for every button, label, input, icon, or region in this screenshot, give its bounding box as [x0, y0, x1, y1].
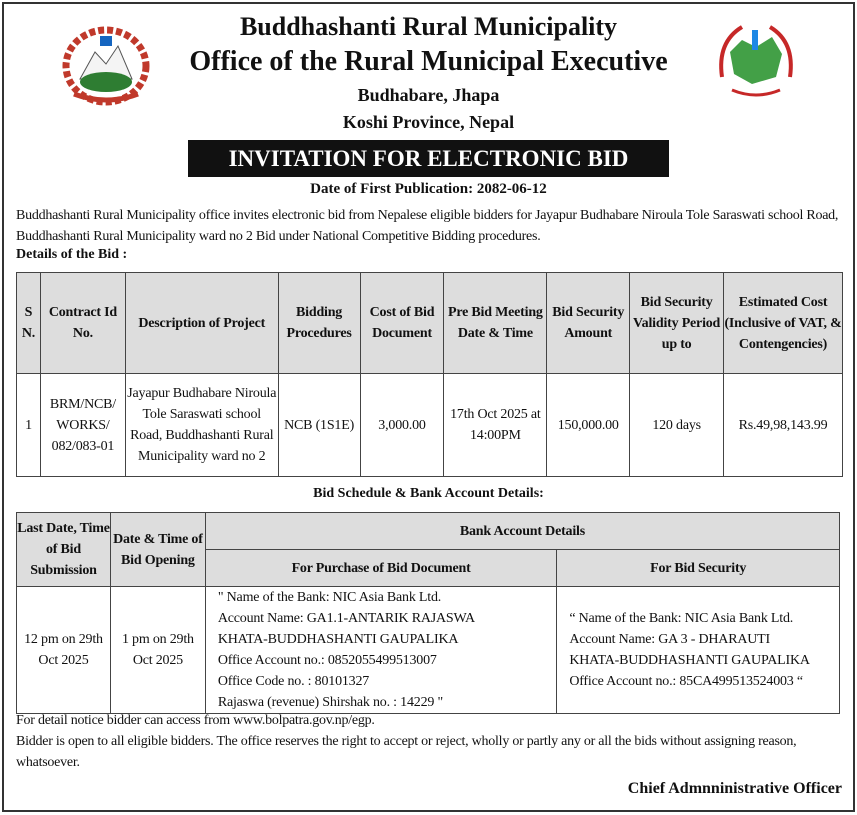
schedule-caption: Bid Schedule & Bank Account Details: [313, 486, 544, 501]
bank-line: Office Account no.: 85CA499513524003 “ [569, 674, 803, 689]
cell-estimated-cost: Rs.49,98,143.99 [724, 374, 843, 477]
bank-line: Account Name: GA1.1-ANTARIK RAJASWA [217, 611, 475, 626]
cell-validity: 120 days [630, 374, 724, 477]
header-opening: Date & Time of Bid Opening [110, 513, 205, 587]
header-purchase: For Purchase of Bid Document [205, 550, 556, 587]
cell-opening: 1 pm on 29th Oct 2025 [110, 587, 205, 714]
header-validity: Bid Security Validity Period up to [630, 273, 724, 374]
publication-date: Date of First Publication: 2082-06-12 [310, 181, 547, 197]
bid-details-table [16, 272, 843, 477]
bank-line: Account Name: GA 3 - DHARAUTI [569, 632, 770, 647]
province: Koshi Province, Nepal [342, 112, 515, 132]
header-contract-id: Contract Id No. [40, 273, 125, 374]
cell-security-amount: 150,000.00 [547, 374, 630, 477]
header-bank-details: Bank Account Details [205, 513, 839, 550]
cell-last-date: 12 pm on 29th Oct 2025 [17, 587, 111, 714]
header-security: For Bid Security [557, 550, 840, 587]
detail-notice-text: For detail notice bidder can access from www.bolpatra.gov.np/egp. [16, 713, 375, 728]
notice-title-banner: INVITATION FOR ELECTRONIC BID [188, 140, 669, 177]
header-last-date: Last Date, Time of Bid Submission [17, 513, 111, 587]
header-cost: Cost of Bid Document [360, 273, 444, 374]
bank-line: “ Name of the Bank: NIC Asia Bank Ltd. [569, 611, 794, 626]
header-security-amount: Bid Security Amount [547, 273, 630, 374]
bank-line: KHATA-BUDDHASHANTI GAUPALIKA [217, 632, 459, 647]
header-description: Description of Project [125, 273, 278, 374]
eligibility-text: Bidder is open to all eligible bidders. The office reserves the right to accept or reject, wholly or partly any or all the bids without assigning reason, whatsoever. [16, 734, 797, 770]
office-name: Office of the Rural Municipal Executive [189, 46, 668, 77]
cell-contract-id: BRM/NCB/ WORKS/ 082/083-01 [40, 374, 125, 477]
header-estimated-cost: Estimated Cost (Inclusive of VAT, & Contengencies) [724, 273, 843, 374]
cell-procedure: NCB (1S1E) [278, 374, 360, 477]
bank-line: Office Code no. : 80101327 [217, 674, 370, 689]
header-procedure: Bidding Procedures [278, 273, 360, 374]
bank-line: " Name of the Bank: NIC Asia Bank Ltd. [217, 590, 442, 605]
municipality-name: Buddhashanti Rural Municipality [239, 12, 618, 41]
cell-prebid: 17th Oct 2025 at 14:00PM [444, 374, 547, 477]
table-row [17, 587, 840, 714]
table-header-row [17, 273, 843, 374]
bank-line: KHATA-BUDDHASHANTI GAUPALIKA [569, 653, 810, 668]
details-label: Details of the Bid : [16, 247, 128, 262]
office-location: Budhabare, Jhapa [357, 85, 500, 105]
intro-paragraph: Buddhashanti Rural Municipality office invites electronic bid from Nepalese eligible bidders for Jayapur Budhabare Niroula Tole Saraswati school Road, Buddhashanti Rural Municipality ward no 2 Bid under National Competitive Bidding procedures. [16, 208, 839, 244]
signature-title: Chief Admnninistrative Officer [627, 780, 842, 797]
cell-sn: 1 [17, 374, 41, 477]
cell-purchase-account [205, 587, 556, 714]
schedule-table [16, 512, 840, 714]
cell-cost: 3,000.00 [360, 374, 444, 477]
header-sn: S N. [17, 273, 41, 374]
table-row [17, 374, 843, 477]
cell-description: Jayapur Budhabare Niroula Tole Saraswati school Road, Buddhashanti Rural Municipality ward no 2 [125, 374, 278, 477]
header-prebid: Pre Bid Meeting Date & Time [444, 273, 547, 374]
bank-line: Office Account no.: 0852055499513007 [217, 653, 437, 668]
bank-line: Rajaswa (revenue) Shirshak no. : 14229 " [217, 695, 443, 710]
cell-security-account [557, 587, 840, 714]
